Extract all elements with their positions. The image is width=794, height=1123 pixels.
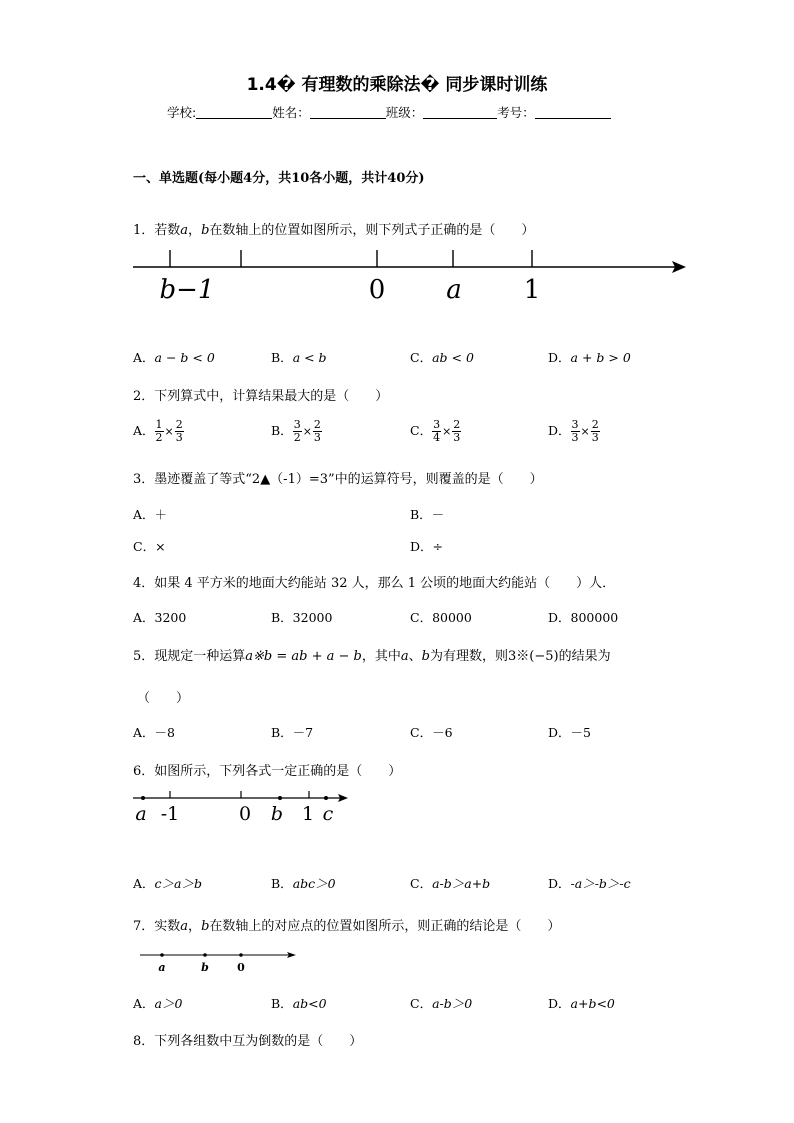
q5-text-post: 的结果为 [558,649,611,664]
page-title: 1.4� 有理数的乘除法� 同步课时训练 [246,75,548,95]
option-text: ab < 0 [432,350,474,365]
q7-option-c[interactable] [410,994,472,1012]
q6-label-a: a [135,803,147,825]
q5-option-a[interactable]: A．－8 [133,725,175,740]
q5-var-b: b [421,649,430,664]
q3-option-d[interactable]: D．÷ [410,539,443,554]
times-sign: × [164,425,174,438]
q7-label-a: a [158,961,166,974]
q1-option-b[interactable] [271,348,327,366]
option-label: B． [271,423,293,438]
q5-text-mid: ，其中 [361,649,401,664]
q7-text-post: 在数轴上的对应点的位置如图所示，则正确的结论是（ ） [209,919,561,934]
denominator: 3 [571,431,579,444]
q1-text-post: 在数轴上的位置如图所示，则下列式子正确的是（ ） [209,223,535,238]
q6-number-line [133,791,348,825]
option-text: abc＞0 [292,876,336,891]
numerator: 1 [155,418,163,431]
numerator: 2 [453,418,461,431]
option-text: c＞a＞b [154,876,202,891]
q4-option-a[interactable]: A．3200 [133,610,187,625]
q3-option-b[interactable]: B．－ [410,507,445,522]
q1-label-0: 0 [368,275,386,305]
q1-var-b: b [201,223,210,238]
q7-option-a[interactable] [133,994,182,1012]
q1-number-line [133,250,686,305]
option-text: a − b < 0 [154,350,215,365]
fraction [293,419,302,444]
q4-option-b[interactable]: B．32000 [271,610,333,625]
q1-label-b-minus-1: b−1 [159,275,215,305]
option-text: a-b＞0 [432,996,473,1011]
option-label: C． [410,423,433,438]
fraction [571,419,580,444]
q1-option-c[interactable] [410,348,474,366]
q1-label-a: a [446,275,462,305]
question-5 [133,645,611,664]
q5-answer-paren: （ ） [137,691,190,706]
q6-option-a[interactable] [133,874,202,892]
option-label: A． [133,996,155,1011]
q1-text-mid: ， [188,223,202,238]
q5-text-pre: 5．现规定一种运算 [133,649,246,664]
option-text: a+b<0 [570,996,615,1011]
denominator: 3 [591,431,599,444]
denominator: 3 [453,431,461,444]
q4-option-d[interactable]: D．800000 [548,610,619,625]
option-text: a + b > 0 [570,350,631,365]
option-text: a＞0 [154,996,183,1011]
option-label: A． [133,876,155,891]
q3-option-c[interactable]: C．× [133,539,166,554]
q7-option-d[interactable] [548,994,615,1012]
q6-option-d[interactable] [548,874,631,892]
denominator: 3 [313,431,321,444]
q5-expression: 3※(−5) [508,649,559,664]
option-label: C． [410,876,433,891]
name-label: 姓名： [272,105,310,120]
q5-option-b[interactable]: B．－7 [271,725,314,740]
school-label: 学校: [167,105,197,120]
q3-option-a[interactable]: A．＋ [133,507,168,522]
q7-text-mid: ， [188,919,202,934]
number-label: 考号： [497,105,535,120]
denominator: 3 [175,431,183,444]
denominator: 4 [433,431,441,444]
q1-option-d[interactable] [548,348,631,366]
option-label: A． [133,423,155,438]
q7-point-0 [239,953,243,957]
times-sign: × [580,425,590,438]
times-sign: × [442,425,452,438]
fraction [155,419,164,444]
q1-label-1: 1 [523,275,541,305]
q7-option-b[interactable] [271,994,327,1012]
q7-label-0: 0 [237,961,245,974]
option-label: C． [410,996,433,1011]
q7-number-line [140,952,296,974]
q7-label-b: b [201,961,209,974]
q2-option-a[interactable] [133,419,184,444]
q2-option-b[interactable] [271,419,322,444]
q5-text-mid2: 为有理数，则 [430,649,509,664]
q6-option-b[interactable] [271,874,336,892]
question-2: 2．下列算式中，计算结果最大的是（ ） [133,389,389,404]
fraction [591,419,600,444]
numerator: 2 [175,418,183,431]
fraction [452,419,461,444]
fraction [175,419,184,444]
q6-label-1: 1 [301,803,315,825]
denominator: 2 [155,431,163,444]
q7-text-pre: 7．实数 [133,919,181,934]
numerator: 3 [433,418,441,431]
denominator: 2 [293,431,301,444]
fraction [432,419,441,444]
q2-option-d[interactable] [548,419,600,444]
question-4: 4．如果 4 平方米的地面大约能站 32 人，那么 1 公顷的地面大约能站（ ）人． [133,576,616,591]
q6-label-neg1: -1 [160,803,180,825]
numerator: 2 [313,418,321,431]
option-label: B． [271,996,293,1011]
numerator: 3 [293,418,301,431]
fraction [313,419,322,444]
option-label: D． [548,350,571,365]
q6-point-c [324,796,328,800]
q6-point-b [278,796,282,800]
q7-var-b: b [201,919,210,934]
q7-point-a [160,953,164,957]
q7-var-a: a [180,919,189,934]
q5-option-d[interactable]: D．－5 [548,725,591,740]
section-heading: 一、单选题(每小题4分，共10各小题，共计40分) [133,171,425,186]
q6-label-b: b [270,803,284,825]
option-text: a-b＞a+b [432,876,491,891]
q1-var-a: a [180,223,189,238]
numerator: 3 [571,418,579,431]
q6-label-c: c [322,803,334,825]
q6-option-c[interactable] [410,874,490,892]
option-label: A． [133,350,155,365]
q6-point-a [141,796,145,800]
q7-point-b [203,953,207,957]
option-text: -a＞-b＞-c [570,876,631,891]
question-3: 3．墨迹覆盖了等式“2▲（-1）=3”中的运算符号，则覆盖的是（ ） [133,472,543,487]
q5-var-a: a [400,649,409,664]
question-6: 6．如图所示，下列各式一定正确的是（ ） [133,764,402,779]
class-label: 班级： [385,105,424,120]
q1-option-a[interactable] [133,348,215,366]
numerator: 2 [591,418,599,431]
question-8: 8．下列各组数中互为倒数的是（ ） [133,1034,363,1049]
option-label: B． [271,350,293,365]
q1-text-pre: 1．若数 [133,223,181,238]
q6-label-0: 0 [238,803,252,825]
q5-formula: a※b = ab + a − b [245,649,362,664]
option-label: D． [548,876,571,891]
option-label: D． [548,996,571,1011]
q5-option-c[interactable]: C．－6 [410,725,453,740]
option-label: D． [548,423,571,438]
question-7 [133,915,560,934]
option-text: ab<0 [292,996,327,1011]
q4-option-c[interactable]: C．80000 [410,610,472,625]
q2-option-c[interactable] [410,419,461,444]
option-label: C． [410,350,433,365]
option-text: a < b [292,350,327,365]
q5-sep: 、 [408,649,422,664]
times-sign: × [302,425,312,438]
option-label: B． [271,876,293,891]
